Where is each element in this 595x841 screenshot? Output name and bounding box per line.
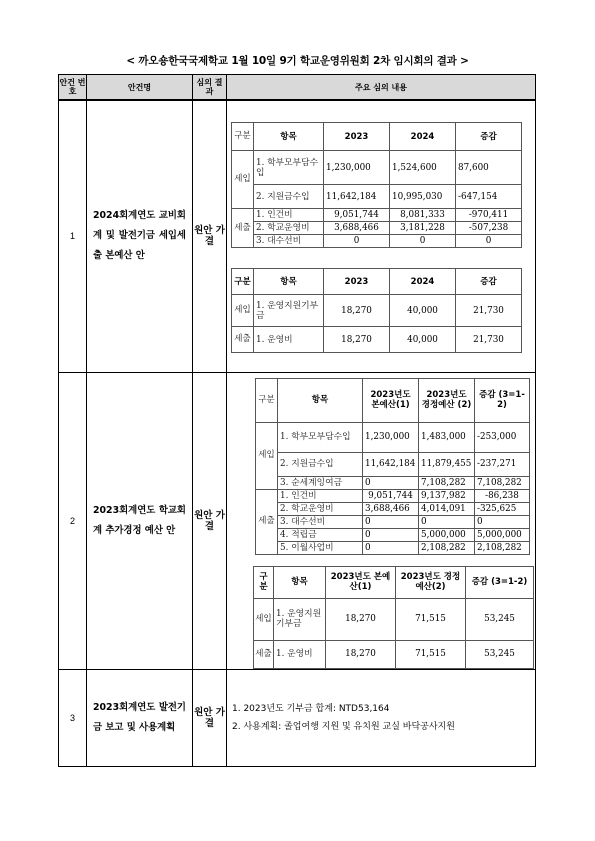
row-curr: 0	[390, 235, 456, 248]
col-diff: 증감	[456, 123, 522, 151]
row-prev: 3,688,466	[363, 502, 419, 515]
page-title: < 까오숑한국국제학교 1월 10일 9기 학교운영위원회 2차 임시회의 결과 >	[126, 55, 469, 67]
usage-plan-note: 2. 사용계획: 졸업여행 지원 및 유치원 교실 바닥공사지원	[232, 721, 455, 732]
table-row	[256, 502, 530, 515]
table-header-row	[232, 269, 522, 295]
row-prev: 1,230,000	[363, 422, 419, 452]
col-curr: 2023년도 경정예산 (2)	[419, 378, 475, 422]
row-prev: 9,051,744	[324, 209, 390, 222]
row-prev: 0	[363, 528, 419, 541]
row-curr: 7,108,282	[419, 476, 475, 489]
agenda-name: 2023회계연도 발전기금 보고 및 사용계획	[87, 669, 193, 766]
agenda-content	[227, 669, 536, 766]
row-curr: 0	[419, 515, 475, 528]
col-diff: 증감 (3=1-2)	[475, 378, 530, 422]
col-category: 구분	[232, 123, 254, 151]
row-item: 2. 학교운영비	[254, 222, 324, 235]
row-prev: 18,270	[326, 598, 396, 640]
row-diff: 53,245	[466, 598, 534, 640]
table-header-row	[232, 123, 522, 151]
row-prev: 9,051,744	[363, 489, 419, 502]
row-prev: 0	[363, 541, 419, 554]
header-no: 안건 번호	[59, 75, 87, 101]
row-curr: 71,515	[396, 640, 466, 668]
budget-table-school	[231, 122, 522, 248]
table-row	[232, 151, 522, 185]
row-item: 2. 학교운영비	[278, 502, 363, 515]
expense-label: 세출	[256, 489, 278, 554]
table-row	[256, 476, 530, 489]
table-row	[256, 541, 530, 554]
agenda-number: 1	[59, 100, 87, 372]
row-curr: 3,181,228	[390, 222, 456, 235]
table-header-row	[254, 566, 534, 598]
table-row	[256, 528, 530, 541]
table-row	[232, 327, 522, 353]
table-row	[256, 489, 530, 502]
row-curr: 1,524,600	[390, 151, 456, 185]
table-row	[256, 515, 530, 528]
budget-table-fund	[231, 268, 522, 353]
col-prev: 2023년도 본예산(1)	[326, 566, 396, 598]
col-item: 항목	[274, 566, 326, 598]
row-diff: 21,730	[456, 295, 522, 327]
row-curr: 71,515	[396, 598, 466, 640]
row-item: 4. 적립금	[278, 528, 363, 541]
header-agenda: 안건명	[87, 75, 193, 101]
row-diff: 0	[456, 235, 522, 248]
agenda-number: 2	[59, 372, 87, 669]
col-prev: 2023	[324, 123, 390, 151]
col-category: 구분	[256, 378, 278, 422]
supp-budget-table	[255, 378, 530, 555]
col-category: 구분	[254, 566, 274, 598]
row-diff: 5,000,000	[475, 528, 530, 541]
row-diff: 53,245	[466, 640, 534, 668]
row-curr: 40,000	[390, 327, 456, 353]
row-prev: 11,642,184	[324, 185, 390, 209]
header-row	[59, 75, 536, 101]
row-prev: 0	[363, 515, 419, 528]
minutes-table	[58, 74, 536, 767]
row-prev: 0	[363, 476, 419, 489]
col-prev: 2023년도 본예산(1)	[363, 378, 419, 422]
agenda-name: 2023회계연도 학교회계 추가경정 예산 안	[87, 372, 193, 669]
table-row	[232, 185, 522, 209]
expense-label: 세출	[254, 640, 274, 668]
row-item: 3. 대수선비	[254, 235, 324, 248]
row-item: 1. 운영지원기부금	[274, 598, 326, 640]
row-prev: 0	[324, 235, 390, 248]
row-curr: 2,108,282	[419, 541, 475, 554]
row-curr: 40,000	[390, 295, 456, 327]
agenda-content	[227, 372, 536, 669]
row-diff: -86,238	[475, 489, 530, 502]
row-prev: 18,270	[326, 640, 396, 668]
agenda-result: 원안 가결	[193, 100, 227, 372]
col-curr: 2024	[390, 123, 456, 151]
row-prev: 1,230,000	[324, 151, 390, 185]
row-item: 1. 인건비	[278, 489, 363, 502]
row-item: 5. 이월사업비	[278, 541, 363, 554]
agenda-name: 2024회계연도 교비회계 및 발전기금 세입세출 본예산 안	[87, 100, 193, 372]
table-row	[254, 640, 534, 668]
row-diff: -647,154	[456, 185, 522, 209]
row-diff: 2,108,282	[475, 541, 530, 554]
supp-fund-table	[253, 566, 534, 669]
row-prev: 18,270	[324, 295, 390, 327]
expense-label: 세출	[232, 209, 254, 248]
header-result: 심의 결과	[193, 75, 227, 101]
row-curr: 9,137,982	[419, 489, 475, 502]
row-item: 1. 학부모부담수입	[254, 151, 324, 185]
table-row	[256, 422, 530, 452]
table-row	[232, 235, 522, 248]
row-diff: 7,108,282	[475, 476, 530, 489]
row-item: 1. 학부모부담수입	[278, 422, 363, 452]
row-item: 1. 인건비	[254, 209, 324, 222]
row-curr: 10,995,030	[390, 185, 456, 209]
row-diff: -970,411	[456, 209, 522, 222]
revenue-label: 세입	[232, 295, 254, 327]
col-item: 항목	[254, 123, 324, 151]
row-curr: 5,000,000	[419, 528, 475, 541]
row-item: 1. 운영비	[274, 640, 326, 668]
row-diff: -237,271	[475, 452, 530, 476]
row-diff: 21,730	[456, 327, 522, 353]
table-row	[254, 598, 534, 640]
revenue-label: 세입	[232, 151, 254, 209]
row-diff: -253,000	[475, 422, 530, 452]
col-item: 항목	[254, 269, 324, 295]
table-row	[232, 222, 522, 235]
revenue-label: 세입	[254, 598, 274, 640]
table-row	[232, 295, 522, 327]
col-curr: 2024	[390, 269, 456, 295]
row-prev: 18,270	[324, 327, 390, 353]
agenda-content	[227, 100, 536, 372]
row-curr: 1,483,000	[419, 422, 475, 452]
row-item: 2. 지원금수입	[254, 185, 324, 209]
row-diff: 0	[475, 515, 530, 528]
row-item: 2. 지원금수입	[278, 452, 363, 476]
row-diff: 87,600	[456, 151, 522, 185]
table-header-row	[256, 378, 530, 422]
col-curr: 2023년도 경정예산(2)	[396, 566, 466, 598]
agenda-row-1	[59, 100, 536, 372]
agenda-result: 원안 가결	[193, 372, 227, 669]
row-diff: -507,238	[456, 222, 522, 235]
donation-total-note: 1. 2023년도 기부금 합계: NTD53,164	[232, 703, 390, 714]
row-curr: 11,879,455	[419, 452, 475, 476]
col-item: 항목	[278, 378, 363, 422]
col-diff: 증감 (3=1-2)	[466, 566, 534, 598]
row-item: 1. 운영지원기부금	[254, 295, 324, 327]
table-row	[256, 452, 530, 476]
col-prev: 2023	[324, 269, 390, 295]
row-prev: 3,688,466	[324, 222, 390, 235]
row-curr: 4,014,091	[419, 502, 475, 515]
header-content: 주요 심의 내용	[227, 75, 536, 101]
expense-label: 세출	[232, 327, 254, 353]
col-diff: 증감	[456, 269, 522, 295]
row-diff: -325,625	[475, 502, 530, 515]
row-curr: 8,081,333	[390, 209, 456, 222]
table-row	[232, 209, 522, 222]
agenda-number: 3	[59, 669, 87, 766]
row-prev: 11,642,184	[363, 452, 419, 476]
agenda-row-2	[59, 372, 536, 669]
row-item: 3. 순세계잉여금	[278, 476, 363, 489]
row-item: 3. 대수선비	[278, 515, 363, 528]
agenda-row-3	[59, 669, 536, 766]
row-item: 1. 운영비	[254, 327, 324, 353]
agenda-result: 원안 가결	[193, 669, 227, 766]
col-category: 구분	[232, 269, 254, 295]
revenue-label: 세입	[256, 422, 278, 489]
